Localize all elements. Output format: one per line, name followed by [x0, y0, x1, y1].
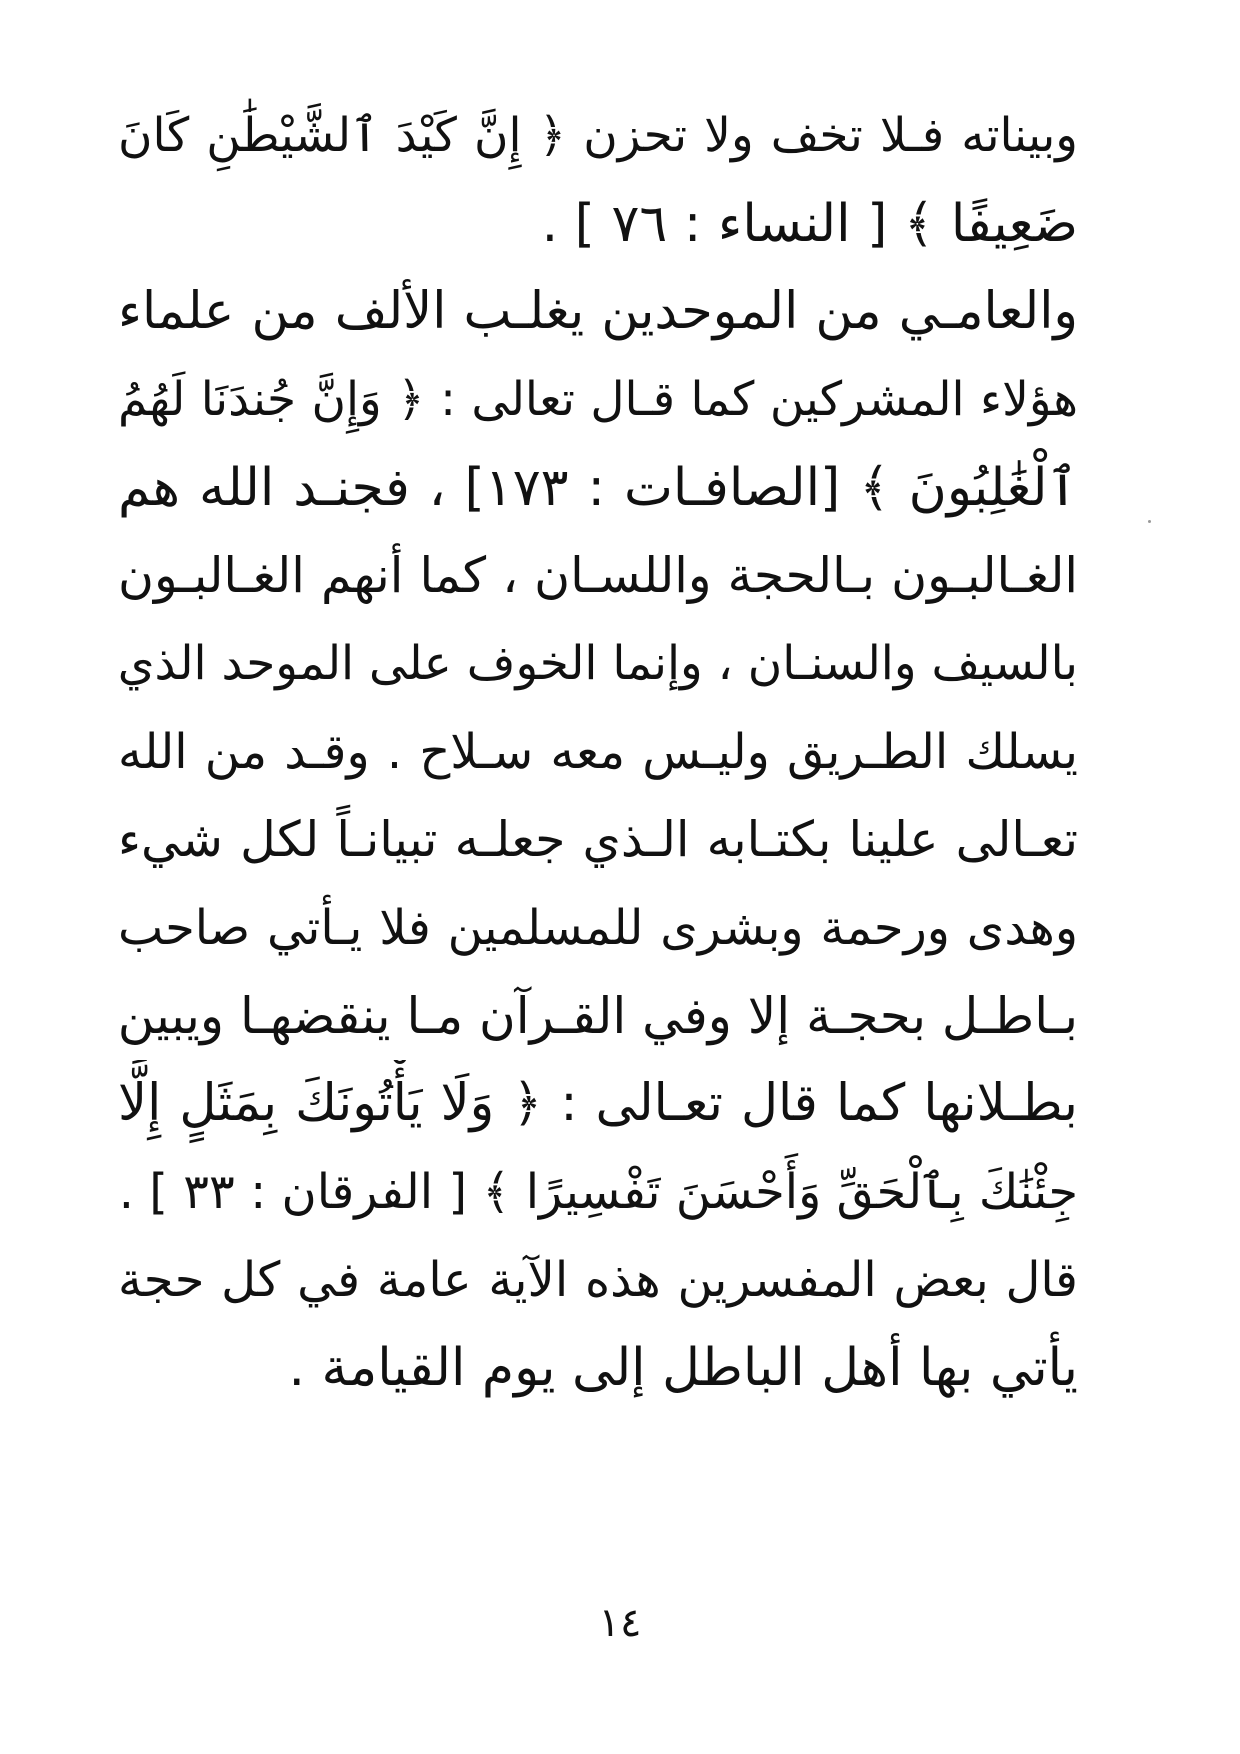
text-line: قال بعض المفسرين هذه الآية عامة في كل حجة: [118, 1252, 1078, 1308]
text-line: والعامـي من الموحدين يغلـب الألف من علماء: [118, 282, 1078, 341]
text-line: يسلك الطـريق وليـس معه سـلاح . وقـد من الله: [118, 724, 1078, 780]
text-line: وهدى ورحمة وبشرى للمسلمين فلا يـأتي صاحب: [118, 900, 1078, 956]
text-line: جِئْنَٰكَ بِٱلْحَقِّ وَأَحْسَنَ تَفْسِيرًا ﴾ [ الفرقان : ٣٣ ] .: [118, 1164, 1078, 1220]
text-line: ٱلْغَٰلِبُونَ ﴾ [الصافـات : ١٧٣] ، فجنـد الله هم: [118, 458, 1078, 518]
text-line: ضَعِيفًا ﴾ [ النساء : ٧٦ ] .: [541, 194, 1078, 254]
text-line: تعـالى علينا بكتـابه الـذي جعلـه تبيانـاً لكل شيء: [118, 811, 1078, 868]
scan-speck: [1148, 520, 1151, 523]
text-line: وبيناته فـلا تخف ولا تحزن ﴿ إِنَّ كَيْدَ ٱلشَّيْطَٰنِ كَانَ: [118, 108, 1078, 163]
page-number: ١٤: [598, 1600, 642, 1646]
text-line: الغـالبـون بـالحجة واللسـان ، كما أنهم الغـالبـون: [118, 547, 1078, 604]
text-line: يأتي بها أهل الباطل إلى يوم القيامة .: [288, 1338, 1078, 1398]
body-text: [118, 92, 1078, 1412]
text-line: بـاطـل بحجـة إلا وفي القـرآن مـا ينقضهـا ويبين: [118, 987, 1078, 1045]
text-line: هؤلاء المشركين كما قـال تعالى : ﴿ وَإِنَّ جُندَنَا لَهُمُ: [118, 372, 1078, 427]
text-line: بطـلانها كما قال تعـالى : ﴿ وَلَا يَأْتُونَكَ بِمَثَلٍ إِلَّا: [118, 1074, 1078, 1133]
text-line: بالسيف والسنـان ، وإنما الخوف على الموحد الذي: [118, 636, 1078, 691]
